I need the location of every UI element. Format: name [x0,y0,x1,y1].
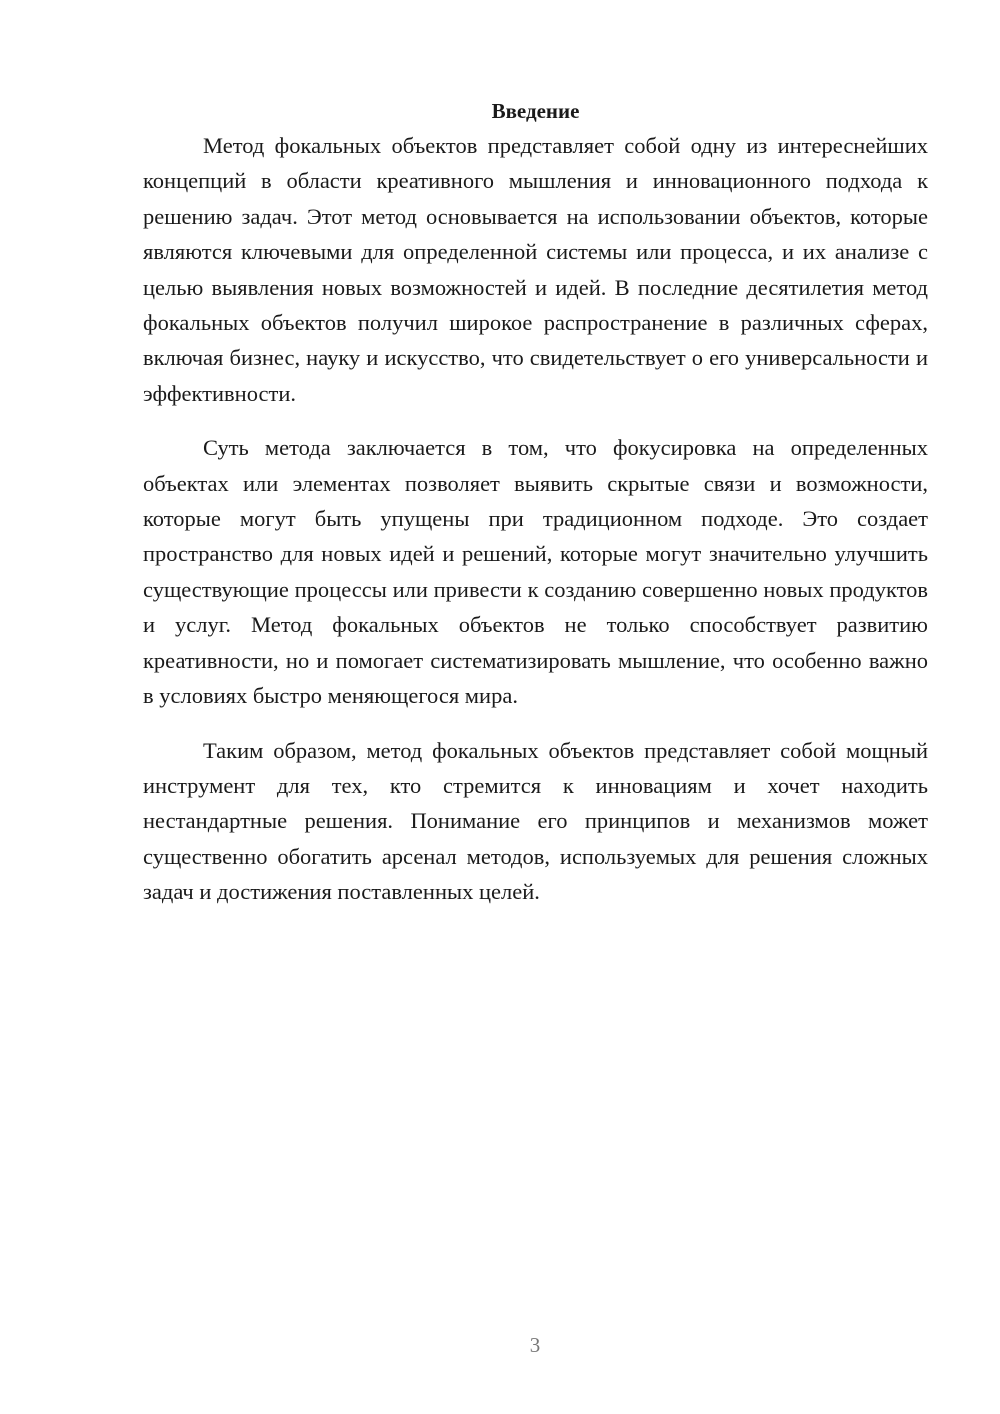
page-number: 3 [529,1333,541,1357]
paragraph-2: Суть метода заключается в том, что фокусировка на определенных объектах или элементах позволяет выявить скрытые связи и возможности, которые могут быть упущены при традиционном подходе. Это создает пространство для новых идей и решений, которые могут значительно улучшить существующие процессы или привести к созданию совершенно новых продуктов и услуг. Метод фокальных объектов не только способствует развитию креативности, но и помогает систематизировать мышление, что особенно важно в условиях быстро меняющегося мира. [143,435,928,709]
section-title: Введение [491,99,580,123]
paragraph-3: Таким образом, метод фокальных объектов представляет собой мощный инструмент для тех, кто стремится к инновациям и хочет находить нестандартные решения. Понимание его принципов и механизмов может существенно обогатить арсенал методов, используемых для решения сложных задач и достижения поставленных целей. [143,737,928,905]
paragraph-1: Метод фокальных объектов представляет собой одну из интереснейших концепций в области креативного мышления и инновационного подхода к решению задач. Этот метод основывается на использовании объектов, которые являются ключевыми для определенной системы или процесса, и их анализе с целью выявления новых возможностей и идей. В последние десятилетия метод фокальных объектов получил широкое распространение в различных сферах, включая бизнес, науку и искусство, что свидетельствует о его универсальности и эффективности. [143,133,928,406]
document-page [143,94,928,929]
